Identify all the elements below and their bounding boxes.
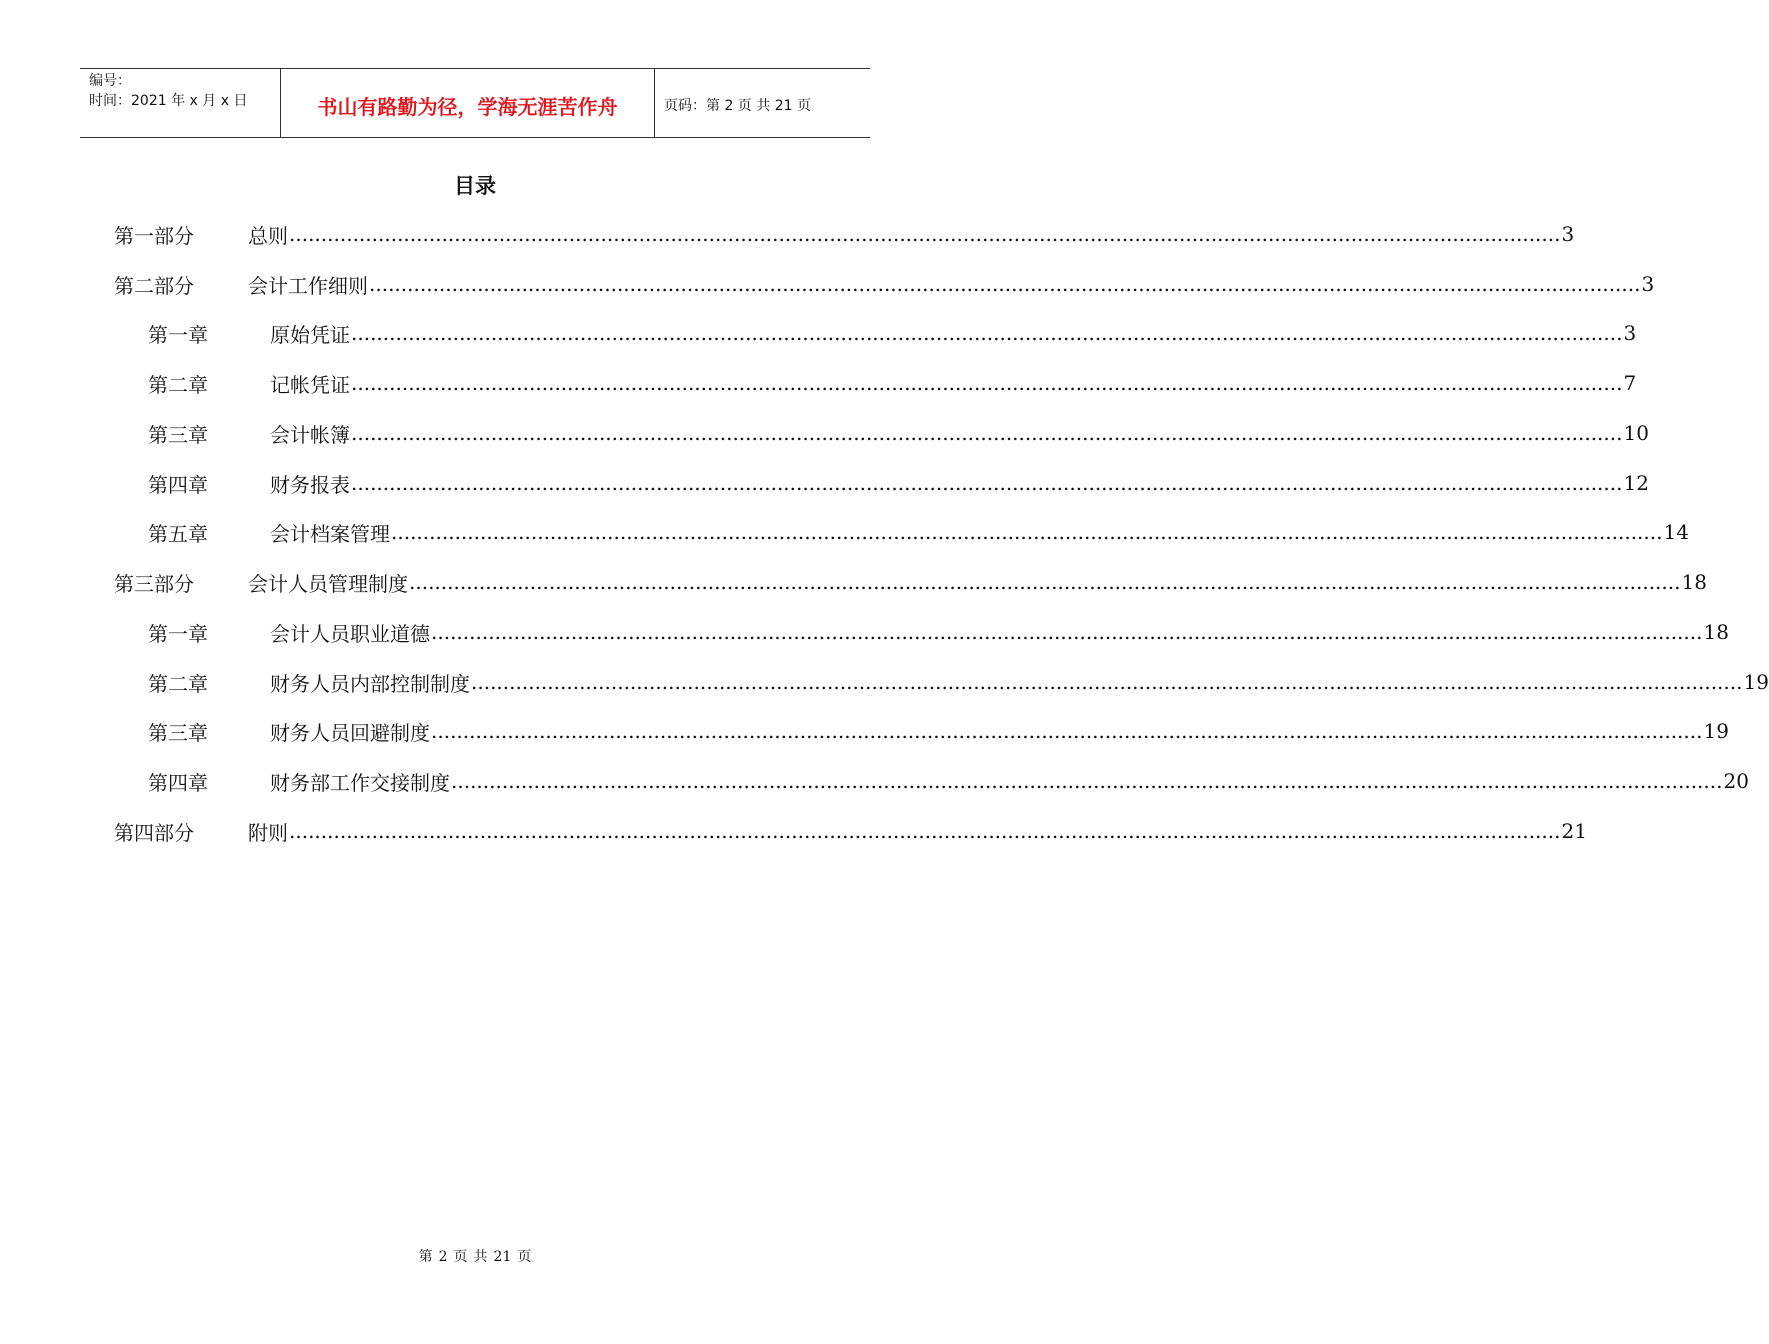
toc-leader-dots: ........................................................................................................................................................................................................ [409,570,1681,594]
toc-entry[interactable] [148,365,1637,401]
footer-total-prefix: 共 [473,1249,488,1265]
footer-suffix: 页 [517,1249,532,1265]
toc-entry[interactable] [148,514,1689,550]
toc-entry[interactable] [148,763,1749,799]
toc-entry-title: 财务报表 [270,472,350,497]
toc-entry[interactable] [148,415,1649,451]
toc-entry-title: 会计人员管理制度 [248,571,408,596]
toc-entry[interactable] [114,813,1587,849]
toc-entry-title: 会计人员职业道德 [270,621,430,646]
toc-entry-label: 第二章 [148,372,208,397]
toc-leader-dots: ........................................................................................................................................................................................................ [431,719,1703,743]
header-number: 编号： [89,73,131,89]
toc-entry-label: 第四章 [148,770,208,795]
toc-leader-dots: ........................................................................................................................................................................................................ [351,371,1623,395]
toc-leader-dots: ........................................................................................................................................................................................................ [351,421,1623,445]
page-header [80,68,870,138]
toc-entry-title: 会计帐簿 [270,422,350,447]
toc-entry-page: 3 [1641,272,1655,296]
toc-entry-label: 第一章 [148,621,208,646]
toc-entry-page: 3 [1623,321,1637,345]
toc-entry-label: 第三章 [148,720,208,745]
toc-entry-label: 第二部分 [114,273,194,298]
toc-entry-label: 第三章 [148,422,208,447]
toc-leader-dots: ........................................................................................................................................................................................................ [369,272,1641,296]
toc-entry-label: 第四章 [148,472,208,497]
footer-page-number: 2 [438,1249,448,1265]
toc-entry-label: 第三部分 [114,571,194,596]
toc-leader-dots: ........................................................................................................................................................................................................ [471,670,1743,694]
footer-prefix: 第 [418,1249,433,1265]
toc-entry-page: 14 [1663,520,1689,544]
toc-leader-dots: ........................................................................................................................................................................................................ [391,520,1663,544]
header-meta [80,69,281,137]
toc-entry-label: 第一部分 [114,223,194,248]
toc-leader-dots: ........................................................................................................................................................................................................ [289,819,1561,843]
page-footer [0,1246,950,1266]
toc-entry[interactable] [114,564,1707,600]
toc-entry-page: 7 [1623,371,1637,395]
footer-total: 21 [493,1249,512,1265]
toc-entry[interactable] [114,216,1575,252]
toc-entry-label: 第四部分 [114,820,194,845]
toc-entry-page: 10 [1623,421,1649,445]
toc-entry-page: 20 [1723,769,1749,793]
toc-leader-dots: ........................................................................................................................................................................................................ [351,321,1623,345]
toc-entry-title: 会计档案管理 [270,521,390,546]
toc-leader-dots: ........................................................................................................................................................................................................ [451,769,1723,793]
toc-entry-title: 会计工作细则 [248,273,368,298]
toc-entry[interactable] [114,266,1655,302]
toc-entry[interactable] [148,664,1769,700]
toc-entry-title: 财务人员内部控制制度 [270,671,470,696]
toc-entry-title: 原始凭证 [270,322,350,347]
toc-entry-page: 18 [1703,620,1729,644]
toc-entry[interactable] [148,713,1729,749]
toc-entry[interactable] [148,465,1649,501]
toc-entry-title: 总则 [248,223,288,248]
toc-entry-page: 3 [1561,222,1575,246]
footer-mid: 页 [453,1249,468,1265]
toc-title: 目录 [454,174,496,198]
toc-entry-label: 第五章 [148,521,208,546]
toc-entry-title: 财务部工作交接制度 [270,770,450,795]
toc-entry-page: 18 [1681,570,1707,594]
toc-entry-page: 12 [1623,471,1649,495]
header-motto: 书山有路勤为径，学海无涯苦作舟 [281,69,655,137]
header-time: 时间：2021 年 x 月 x 日 [89,93,248,109]
toc-entry-label: 第一章 [148,322,208,347]
toc-leader-dots: ........................................................................................................................................................................................................ [431,620,1703,644]
toc-entry-title: 记帐凭证 [270,372,350,397]
toc-entry[interactable] [148,614,1729,650]
toc-leader-dots: ........................................................................................................................................................................................................ [289,222,1561,246]
toc-entry-label: 第二章 [148,671,208,696]
toc-entry[interactable] [148,315,1637,351]
toc-entry-page: 19 [1743,670,1769,694]
toc-entry-title: 附则 [248,820,288,845]
toc-entry-page: 19 [1703,719,1729,743]
toc-leader-dots: ........................................................................................................................................................................................................ [351,471,1623,495]
toc-entry-page: 21 [1561,819,1587,843]
header-page-info: 页码：第 2 页 共 21 页 [664,98,811,114]
toc-entry-title: 财务人员回避制度 [270,720,430,745]
